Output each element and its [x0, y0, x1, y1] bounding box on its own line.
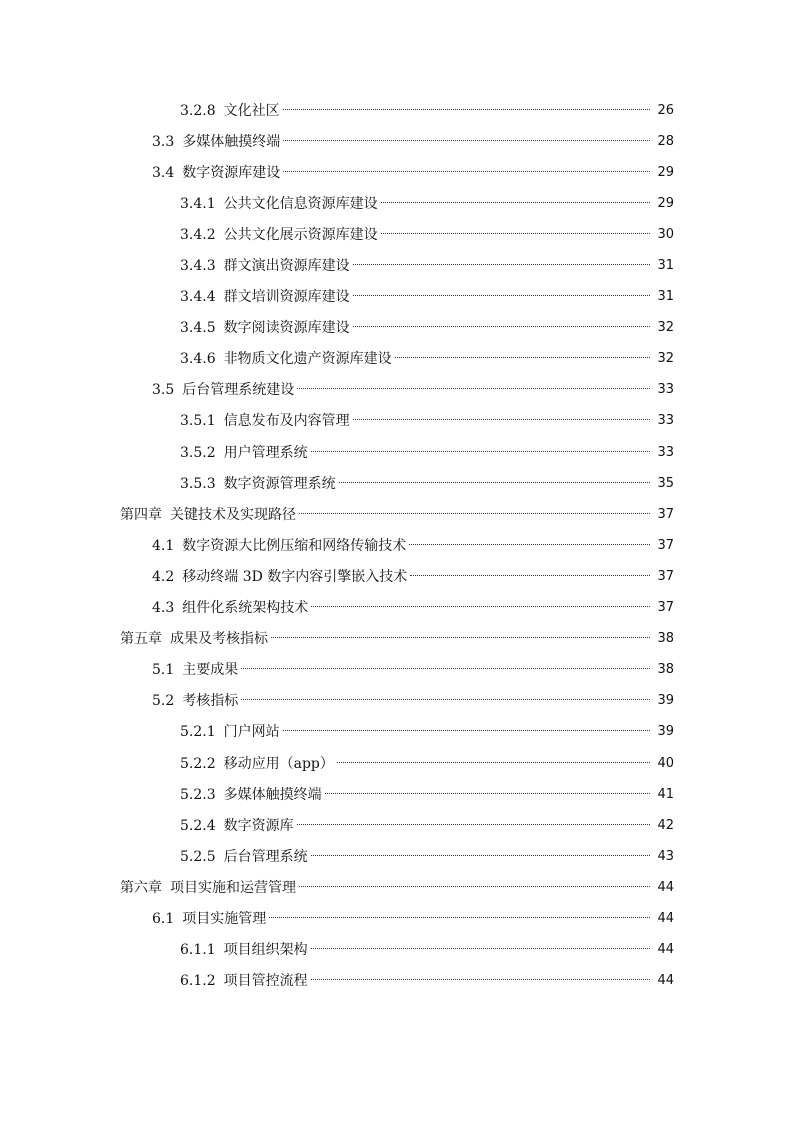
toc-entry-page: 44: [657, 942, 674, 958]
toc-entry-3-4-6[interactable]: [0, 344, 793, 375]
toc-entry-body: [0, 320, 652, 336]
toc-entry-5-2-5[interactable]: [0, 841, 793, 872]
toc-entry-body: [0, 787, 652, 803]
toc-entry-title: 数字阅读资源库建设: [223, 320, 350, 337]
toc-entry-page: 33: [657, 413, 674, 429]
toc-entry-3-4-5[interactable]: [0, 313, 793, 344]
toc-entry-number: 3.5.1: [180, 413, 216, 430]
toc-entry-title: 数字资源管理系统: [223, 475, 336, 492]
toc-entry-number: 5.2.5: [180, 848, 216, 865]
toc-entry-page: 29: [657, 164, 674, 180]
toc-entry-body: [0, 662, 652, 678]
dot-leader: [325, 792, 650, 794]
toc-entry-5-2-1[interactable]: [0, 717, 793, 748]
dot-leader: [271, 636, 650, 638]
toc-entry-page: 44: [657, 973, 674, 989]
toc-entry-title: 后台管理系统建设: [182, 382, 295, 399]
toc-entry-6-1-2[interactable]: [0, 966, 793, 997]
toc-entry-body: [0, 973, 652, 989]
toc-entry-number: 4.2: [152, 568, 175, 585]
dot-leader: [339, 481, 650, 483]
toc-entry-page: 28: [657, 133, 674, 149]
toc-entry-chapter-5[interactable]: [0, 624, 793, 655]
toc-entry-chapter-6[interactable]: [0, 872, 793, 903]
toc-entry-title: 公共文化展示资源库建设: [223, 226, 378, 243]
dot-leader: [299, 512, 650, 514]
toc-entry-number: 3.2.8: [180, 102, 216, 119]
toc-entry-number: 3.4.2: [180, 226, 216, 243]
toc-entry-title: 项目实施管理: [182, 910, 267, 927]
toc-entry-number: 3.4.3: [180, 258, 216, 275]
toc-entry-6-1-1[interactable]: [0, 935, 793, 966]
toc-entry-3-4-2[interactable]: [0, 219, 793, 250]
toc-entry-4-3[interactable]: [0, 593, 793, 624]
dot-leader: [299, 885, 650, 887]
toc-entry-chapter-4[interactable]: [0, 499, 793, 530]
toc-entry-body: [0, 818, 652, 834]
toc-entry-title: 用户管理系统: [223, 444, 308, 461]
toc-entry-number: 3.5.2: [180, 444, 216, 461]
toc-entry-number: 3.5: [152, 382, 175, 399]
toc-entry-page: 37: [657, 568, 674, 584]
toc-entry-page: 35: [657, 475, 674, 491]
toc-entry-3-4-1[interactable]: [0, 188, 793, 219]
toc-entry-number: 6.1.2: [180, 973, 216, 990]
toc-entry-number: 5.2.3: [180, 786, 216, 803]
toc-entry-3-5-1[interactable]: [0, 406, 793, 437]
toc-entry-number: 3.4: [152, 164, 175, 181]
dot-leader: [283, 170, 650, 172]
toc-entry-body: [0, 849, 652, 865]
toc-entry-number: 5.2.1: [180, 724, 216, 741]
toc-entry-body: [0, 445, 652, 461]
toc-entry-body: [0, 351, 652, 367]
toc-entry-page: 43: [657, 848, 674, 864]
toc-entry-page: 32: [657, 351, 674, 367]
dot-leader: [353, 418, 650, 420]
toc-entry-5-2[interactable]: [0, 686, 793, 717]
toc-entry-body: [0, 289, 652, 305]
toc-entry-3-4-3[interactable]: [0, 250, 793, 281]
dot-leader: [283, 139, 650, 141]
toc-entry-page: 37: [657, 506, 674, 522]
toc-entry-body: [0, 631, 652, 647]
toc-entry-3-2-8[interactable]: [0, 95, 793, 126]
toc-entry-6-1[interactable]: [0, 903, 793, 934]
toc-entry-title: 信息发布及内容管理: [223, 413, 350, 430]
toc-entry-title: 群文培训资源库建设: [223, 289, 350, 306]
toc-entry-page: 30: [657, 226, 674, 242]
toc-entry-number: 6.1: [152, 910, 175, 927]
toc-entry-number: 第六章: [120, 879, 162, 896]
toc-entry-title: 移动终端 3D 数字内容引擎嵌入技术: [182, 568, 408, 585]
dot-leader: [381, 232, 650, 234]
toc-entry-body: [0, 942, 652, 958]
toc-entry-title: 公共文化信息资源库建设: [223, 195, 378, 212]
toc-entry-body: [0, 227, 652, 243]
dot-leader: [381, 201, 650, 203]
dot-leader: [311, 947, 650, 949]
dot-leader: [297, 387, 650, 389]
toc-entry-page: 32: [657, 320, 674, 336]
dot-leader: [297, 823, 650, 825]
table-of-contents: [0, 95, 793, 997]
toc-entry-page: 33: [657, 444, 674, 460]
toc-entry-number: 5.2.4: [180, 817, 216, 834]
toc-entry-body: [0, 507, 652, 523]
toc-entry-page: 44: [657, 910, 674, 926]
toc-entry-number: 5.2: [152, 693, 175, 710]
toc-entry-3-5[interactable]: [0, 375, 793, 406]
toc-entry-page: 41: [657, 786, 674, 802]
dot-leader: [311, 605, 650, 607]
dot-leader: [353, 325, 650, 327]
toc-entry-number: 3.4.6: [180, 351, 216, 368]
toc-entry-page: 33: [657, 382, 674, 398]
toc-entry-body: [0, 756, 652, 772]
toc-entry-body: [0, 569, 652, 585]
toc-entry-title: 项目实施和运营管理: [170, 879, 296, 896]
toc-entry-title: 文化社区: [223, 102, 280, 119]
toc-entry-page: 39: [657, 693, 674, 709]
dot-leader: [241, 667, 650, 669]
toc-entry-title: 群文演出资源库建设: [223, 258, 350, 275]
dot-leader: [395, 356, 650, 358]
toc-entry-body: [0, 134, 652, 150]
toc-entry-body: [0, 724, 652, 740]
dot-leader: [337, 761, 650, 763]
toc-entry-body: [0, 600, 652, 616]
dot-leader: [353, 294, 650, 296]
toc-entry-page: 37: [657, 537, 674, 553]
toc-entry-number: 第五章: [120, 631, 162, 648]
toc-entry-page: 29: [657, 195, 674, 211]
toc-entry-3-4-4[interactable]: [0, 282, 793, 313]
toc-entry-5-2-3[interactable]: [0, 779, 793, 810]
toc-entry-title: 项目组织架构: [223, 942, 308, 959]
toc-entry-page: 44: [657, 879, 674, 895]
toc-entry-title: 非物质文化遗产资源库建设: [223, 351, 392, 368]
toc-entry-3-5-2[interactable]: [0, 437, 793, 468]
toc-entry-page: 31: [657, 258, 674, 274]
dot-leader: [409, 543, 650, 545]
toc-entry-page: 31: [657, 289, 674, 305]
toc-entry-body: [0, 911, 652, 927]
toc-entry-number: 3.5.3: [180, 475, 216, 492]
toc-entry-title: 成果及考核指标: [170, 631, 268, 648]
toc-entry-title: 后台管理系统: [223, 848, 308, 865]
toc-entry-number: 3.4.5: [180, 320, 216, 337]
toc-entry-body: [0, 538, 652, 554]
toc-entry-body: [0, 258, 652, 274]
toc-entry-3-4[interactable]: [0, 157, 793, 188]
toc-entry-title: 门户网站: [223, 724, 280, 741]
toc-entry-3-5-3[interactable]: [0, 468, 793, 499]
toc-entry-body: [0, 103, 652, 119]
toc-entry-5-2-4[interactable]: [0, 810, 793, 841]
toc-entry-page: 26: [657, 102, 674, 118]
toc-entry-title: 多媒体触摸终端: [182, 133, 281, 150]
toc-entry-number: 3.4.1: [180, 195, 216, 212]
toc-entry-page: 38: [657, 631, 674, 647]
dot-leader: [269, 916, 650, 918]
toc-entry-title: 移动应用（app）: [223, 755, 334, 772]
toc-entry-number: 5.2.2: [180, 755, 216, 772]
toc-entry-title: 多媒体触摸终端: [223, 786, 322, 803]
toc-entry-title: 主要成果: [182, 662, 239, 679]
toc-entry-number: 3.3: [152, 133, 175, 150]
dot-leader: [283, 108, 650, 110]
toc-entry-title: 组件化系统架构技术: [182, 600, 309, 617]
toc-entry-page: 37: [657, 600, 674, 616]
toc-entry-page: 39: [657, 724, 674, 740]
toc-entry-page: 38: [657, 662, 674, 678]
dot-leader: [311, 450, 650, 452]
toc-entry-number: 6.1.1: [180, 942, 216, 959]
toc-entry-4-1[interactable]: [0, 530, 793, 561]
toc-entry-number: 5.1: [152, 662, 175, 679]
toc-entry-3-3[interactable]: [0, 126, 793, 157]
toc-entry-body: [0, 413, 652, 429]
toc-entry-page: 42: [657, 817, 674, 833]
toc-entry-body: [0, 693, 652, 709]
toc-entry-title: 关键技术及实现路径: [170, 506, 296, 523]
toc-entry-title: 数字资源库: [223, 817, 294, 834]
toc-entry-title: 考核指标: [182, 693, 239, 710]
toc-entry-number: 3.4.4: [180, 289, 216, 306]
toc-entry-body: [0, 476, 652, 492]
toc-entry-number: 4.3: [152, 600, 175, 617]
dot-leader: [353, 263, 650, 265]
dot-leader: [311, 854, 650, 856]
toc-entry-body: [0, 880, 652, 896]
toc-entry-body: [0, 382, 652, 398]
toc-entry-4-2[interactable]: [0, 561, 793, 592]
toc-entry-5-2-2[interactable]: [0, 748, 793, 779]
toc-entry-title: 数字资源库建设: [182, 164, 281, 181]
dot-leader: [283, 729, 650, 731]
toc-entry-body: [0, 165, 652, 181]
toc-entry-title: 项目管控流程: [223, 973, 308, 990]
dot-leader: [410, 574, 650, 576]
toc-entry-page: 40: [657, 755, 674, 771]
dot-leader: [311, 978, 650, 980]
toc-entry-number: 4.1: [152, 537, 175, 554]
toc-entry-title: 数字资源大比例压缩和网络传输技术: [182, 537, 407, 554]
dot-leader: [241, 698, 650, 700]
toc-entry-5-1[interactable]: [0, 655, 793, 686]
toc-entry-number: 第四章: [120, 506, 162, 523]
toc-entry-body: [0, 196, 652, 212]
